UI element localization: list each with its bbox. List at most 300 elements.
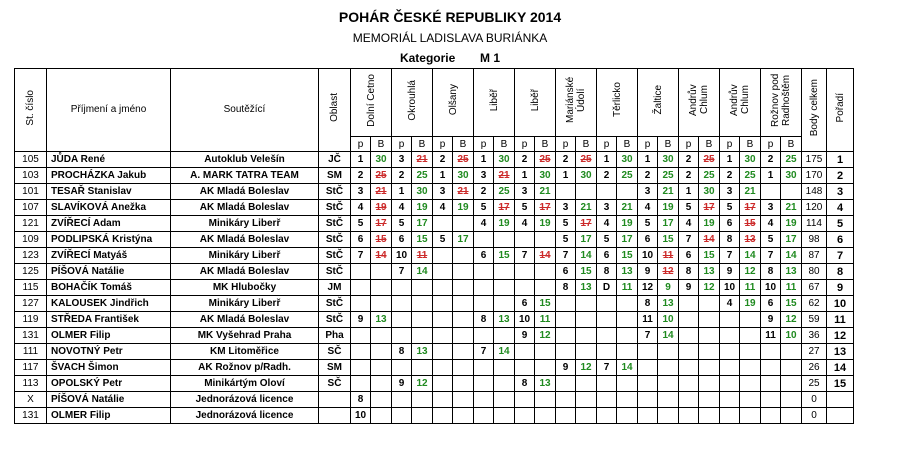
place-cell — [515, 232, 535, 248]
rank: 2 — [827, 168, 854, 184]
start-number: 103 — [15, 168, 47, 184]
place-cell: 9 — [392, 376, 412, 392]
club-name: AK Rožnov p/Radh. — [171, 360, 319, 376]
rank: 8 — [827, 264, 854, 280]
total-points: 62 — [802, 296, 827, 312]
place-cell: 9 — [515, 328, 535, 344]
place-cell: 2 — [433, 152, 453, 168]
area: SM — [319, 168, 351, 184]
points-cell: 11 — [617, 280, 638, 296]
place-cell: 6 — [679, 248, 699, 264]
table-row — [15, 200, 854, 216]
place-cell — [597, 184, 617, 200]
category-value: M 1 — [480, 51, 501, 65]
points-cell — [494, 376, 515, 392]
competitor-name: PÍŠOVÁ Natálie — [47, 392, 171, 408]
place-cell — [433, 376, 453, 392]
place-cell: 7 — [720, 248, 740, 264]
club-name: KM Litoměřice — [171, 344, 319, 360]
points-cell — [740, 312, 761, 328]
points-cell — [617, 328, 638, 344]
points-cell: 17 — [453, 232, 474, 248]
start-number: 131 — [15, 328, 47, 344]
total-points: 148 — [802, 184, 827, 200]
points-cell: 19 — [781, 216, 802, 232]
points-cell: 11 — [535, 312, 556, 328]
points-cell: 13 — [412, 344, 433, 360]
points-cell — [371, 376, 392, 392]
points-cell: 19 — [740, 296, 761, 312]
header-b: B — [453, 137, 474, 152]
competitor-name: ZVÍŘECÍ Adam — [47, 216, 171, 232]
place-cell — [515, 392, 535, 408]
points-cell: 30 — [494, 152, 515, 168]
place-cell: 1 — [720, 152, 740, 168]
rank: 12 — [827, 328, 854, 344]
points-cell — [371, 360, 392, 376]
points-cell-struck: 17 — [535, 200, 556, 216]
header-b: B — [494, 137, 515, 152]
place-cell: 3 — [351, 184, 371, 200]
place-cell — [597, 328, 617, 344]
points-cell — [576, 376, 597, 392]
place-cell: 2 — [761, 152, 781, 168]
points-cell — [494, 296, 515, 312]
race-name: Mariánské Údolí — [565, 76, 587, 124]
total-points: 67 — [802, 280, 827, 296]
place-cell — [433, 408, 453, 424]
place-cell: 3 — [515, 184, 535, 200]
points-cell — [535, 280, 556, 296]
race-name: Okrouhlá — [406, 79, 418, 121]
points-cell — [781, 408, 802, 424]
points-cell: 13 — [617, 264, 638, 280]
place-cell: 7 — [351, 248, 371, 264]
place-cell — [474, 360, 494, 376]
total-points: 59 — [802, 312, 827, 328]
place-cell: 10 — [638, 248, 658, 264]
points-cell-struck: 21 — [371, 184, 392, 200]
points-cell: 30 — [371, 152, 392, 168]
area — [319, 408, 351, 424]
header-rank-label: Pořadí — [834, 92, 846, 123]
place-cell: 3 — [556, 200, 576, 216]
total-points: 27 — [802, 344, 827, 360]
points-cell — [699, 312, 720, 328]
place-cell — [638, 376, 658, 392]
header-race-6 — [556, 69, 597, 137]
place-cell: 3 — [638, 184, 658, 200]
points-cell-struck: 17 — [740, 200, 761, 216]
place-cell: 4 — [720, 296, 740, 312]
place-cell — [474, 232, 494, 248]
points-cell: 30 — [535, 168, 556, 184]
start-number: 111 — [15, 344, 47, 360]
rank: 4 — [827, 200, 854, 216]
points-cell — [494, 360, 515, 376]
place-cell: 8 — [474, 312, 494, 328]
competitor-name: OPOLSKÝ Petr — [47, 376, 171, 392]
place-cell — [392, 360, 412, 376]
points-cell — [699, 360, 720, 376]
place-cell: 6 — [597, 248, 617, 264]
points-cell: 15 — [576, 264, 597, 280]
points-cell — [658, 392, 679, 408]
header-p: p — [474, 137, 494, 152]
area: SČ — [319, 344, 351, 360]
points-cell-struck: 11 — [658, 248, 679, 264]
points-cell-struck: 17 — [494, 200, 515, 216]
place-cell — [474, 392, 494, 408]
place-cell: 2 — [474, 184, 494, 200]
points-cell — [781, 184, 802, 200]
points-cell — [412, 360, 433, 376]
points-cell — [781, 344, 802, 360]
points-cell: 12 — [699, 280, 720, 296]
points-cell: 15 — [699, 248, 720, 264]
points-cell — [781, 376, 802, 392]
place-cell: 2 — [351, 168, 371, 184]
points-cell: 30 — [658, 152, 679, 168]
place-cell: 5 — [474, 200, 494, 216]
club-name: Minikáry Liberř — [171, 296, 319, 312]
points-cell — [576, 344, 597, 360]
place-cell: 10 — [761, 280, 781, 296]
points-cell-struck: 25 — [576, 152, 597, 168]
place-cell — [433, 312, 453, 328]
header-p: p — [392, 137, 412, 152]
points-cell: 25 — [781, 152, 802, 168]
points-cell: 14 — [740, 248, 761, 264]
place-cell — [433, 392, 453, 408]
place-cell — [433, 248, 453, 264]
place-cell — [679, 312, 699, 328]
place-cell: 3 — [720, 184, 740, 200]
points-cell — [535, 232, 556, 248]
competitor-name: PODLIPSKÁ Kristýna — [47, 232, 171, 248]
total-points: 120 — [802, 200, 827, 216]
points-cell: 14 — [781, 248, 802, 264]
header-b: B — [371, 137, 392, 152]
points-cell: 19 — [453, 200, 474, 216]
start-number: 117 — [15, 360, 47, 376]
competitor-name: KALOUSEK Jindřich — [47, 296, 171, 312]
place-cell — [720, 328, 740, 344]
place-cell — [474, 264, 494, 280]
points-cell-struck: 14 — [699, 232, 720, 248]
table-row — [15, 376, 854, 392]
area: JČ — [319, 152, 351, 168]
points-cell — [699, 328, 720, 344]
points-cell: 10 — [658, 312, 679, 328]
place-cell: 9 — [720, 264, 740, 280]
place-cell — [720, 376, 740, 392]
points-cell: 13 — [371, 312, 392, 328]
points-cell — [453, 296, 474, 312]
place-cell — [761, 360, 781, 376]
points-cell — [781, 360, 802, 376]
place-cell: 1 — [638, 152, 658, 168]
points-cell: 12 — [781, 312, 802, 328]
place-cell: 10 — [515, 312, 535, 328]
club-name: Jednorázová licence — [171, 392, 319, 408]
club-name: MK Vyšehrad Praha — [171, 328, 319, 344]
points-cell — [453, 216, 474, 232]
points-cell — [535, 264, 556, 280]
points-cell — [781, 392, 802, 408]
place-cell — [392, 296, 412, 312]
points-cell: 19 — [412, 200, 433, 216]
points-cell-struck: 21 — [412, 152, 433, 168]
rank: 5 — [827, 216, 854, 232]
points-cell: 30 — [781, 168, 802, 184]
header-row — [15, 69, 854, 137]
points-cell — [740, 392, 761, 408]
points-cell — [371, 392, 392, 408]
points-cell — [576, 296, 597, 312]
points-cell — [699, 344, 720, 360]
place-cell — [433, 296, 453, 312]
points-cell-struck: 14 — [371, 248, 392, 264]
place-cell: 11 — [638, 312, 658, 328]
start-number: 121 — [15, 216, 47, 232]
place-cell — [597, 296, 617, 312]
place-cell: 6 — [351, 232, 371, 248]
place-cell — [597, 344, 617, 360]
competitor-name: SLAVÍKOVÁ Anežka — [47, 200, 171, 216]
place-cell — [433, 280, 453, 296]
table-row — [15, 184, 854, 200]
header-race-9 — [679, 69, 720, 137]
points-cell: 12 — [740, 264, 761, 280]
points-cell — [699, 376, 720, 392]
points-cell — [740, 376, 761, 392]
points-cell: 14 — [658, 328, 679, 344]
place-cell: 3 — [761, 200, 781, 216]
area: StČ — [319, 184, 351, 200]
place-cell: 8 — [761, 264, 781, 280]
points-cell-struck: 13 — [740, 232, 761, 248]
start-number: 105 — [15, 152, 47, 168]
place-cell — [515, 408, 535, 424]
place-cell — [761, 392, 781, 408]
header-total-label: Body celkem — [808, 78, 820, 137]
header-name: Příjmení a jméno — [47, 69, 171, 152]
race-name: Andrův Chlum — [688, 84, 710, 116]
total-points: 170 — [802, 168, 827, 184]
place-cell — [351, 264, 371, 280]
points-cell-struck: 25 — [453, 152, 474, 168]
competitor-name: BOHAČÍK Tomáš — [47, 280, 171, 296]
area: SČ — [319, 376, 351, 392]
place-cell: 8 — [597, 264, 617, 280]
header-b: B — [699, 137, 720, 152]
points-cell — [699, 408, 720, 424]
place-cell — [433, 328, 453, 344]
category-label: Kategorie — [399, 51, 456, 65]
rank: 14 — [827, 360, 854, 376]
place-cell — [392, 408, 412, 424]
place-cell — [761, 184, 781, 200]
place-cell: 2 — [638, 168, 658, 184]
place-cell — [392, 392, 412, 408]
points-cell — [412, 408, 433, 424]
place-cell: 4 — [433, 200, 453, 216]
table-row — [15, 392, 854, 408]
points-cell: 12 — [535, 328, 556, 344]
start-number: X — [15, 392, 47, 408]
points-cell: 25 — [699, 168, 720, 184]
category-line — [0, 51, 900, 65]
place-cell — [556, 312, 576, 328]
place-cell — [351, 360, 371, 376]
place-cell — [433, 360, 453, 376]
points-cell: 17 — [412, 216, 433, 232]
place-cell: 7 — [638, 328, 658, 344]
place-cell: 12 — [638, 280, 658, 296]
header-b: B — [576, 137, 597, 152]
place-cell — [351, 296, 371, 312]
place-cell — [515, 280, 535, 296]
place-cell: 7 — [515, 248, 535, 264]
points-cell: 10 — [781, 328, 802, 344]
points-cell — [494, 232, 515, 248]
place-cell: 2 — [679, 152, 699, 168]
place-cell: 2 — [556, 152, 576, 168]
place-cell: 1 — [597, 152, 617, 168]
place-cell: 11 — [761, 328, 781, 344]
table-row — [15, 280, 854, 296]
place-cell — [679, 328, 699, 344]
total-points: 87 — [802, 248, 827, 264]
points-cell — [494, 264, 515, 280]
points-cell — [371, 296, 392, 312]
start-number: 101 — [15, 184, 47, 200]
place-cell — [433, 264, 453, 280]
points-cell: 13 — [535, 376, 556, 392]
table-row — [15, 152, 854, 168]
header-total — [802, 69, 827, 152]
competitor-name: JŮDA René — [47, 152, 171, 168]
points-cell: 21 — [781, 200, 802, 216]
points-cell: 13 — [494, 312, 515, 328]
place-cell — [597, 376, 617, 392]
area: StČ — [319, 232, 351, 248]
points-cell — [371, 344, 392, 360]
competitor-name: OLMER Filip — [47, 408, 171, 424]
points-cell — [740, 408, 761, 424]
total-points: 80 — [802, 264, 827, 280]
competitor-name: TESAŘ Stanislav — [47, 184, 171, 200]
points-cell: 21 — [576, 200, 597, 216]
start-number: 125 — [15, 264, 47, 280]
competitor-name: NOVOTNÝ Petr — [47, 344, 171, 360]
rank: 3 — [827, 184, 854, 200]
points-cell — [453, 376, 474, 392]
place-cell — [761, 408, 781, 424]
place-cell: 4 — [351, 200, 371, 216]
points-cell-struck: 21 — [494, 168, 515, 184]
points-cell — [535, 360, 556, 376]
points-cell: 25 — [412, 168, 433, 184]
place-cell — [392, 328, 412, 344]
header-start-number: St. číslo — [15, 69, 47, 152]
place-cell: 8 — [556, 280, 576, 296]
place-cell: 7 — [597, 360, 617, 376]
place-cell: 4 — [474, 216, 494, 232]
header-b: B — [658, 137, 679, 152]
race-name: Žaltice — [652, 85, 664, 115]
points-cell — [371, 328, 392, 344]
place-cell — [556, 392, 576, 408]
race-name: Rožnov pod Radhoštěm — [770, 73, 792, 127]
points-cell — [576, 408, 597, 424]
place-cell — [515, 360, 535, 376]
place-cell — [720, 312, 740, 328]
place-cell — [556, 296, 576, 312]
points-cell — [453, 312, 474, 328]
start-number: 107 — [15, 200, 47, 216]
place-cell: 7 — [474, 344, 494, 360]
place-cell — [679, 408, 699, 424]
place-cell — [351, 328, 371, 344]
points-cell — [494, 408, 515, 424]
place-cell — [597, 312, 617, 328]
club-name: A. MARK TATRA TEAM — [171, 168, 319, 184]
competitor-name: STŘEDA František — [47, 312, 171, 328]
points-cell: 25 — [658, 168, 679, 184]
points-cell — [658, 360, 679, 376]
points-cell: 21 — [658, 184, 679, 200]
points-cell — [576, 312, 597, 328]
points-cell — [740, 344, 761, 360]
points-cell: 21 — [740, 184, 761, 200]
place-cell: 2 — [515, 152, 535, 168]
points-cell-struck: 25 — [371, 168, 392, 184]
header-b: B — [412, 137, 433, 152]
place-cell: 1 — [515, 168, 535, 184]
area: StČ — [319, 312, 351, 328]
points-cell-struck: 25 — [535, 152, 556, 168]
header-p: p — [556, 137, 576, 152]
place-cell: 6 — [638, 232, 658, 248]
place-cell: 2 — [679, 168, 699, 184]
table-row — [15, 312, 854, 328]
place-cell — [351, 280, 371, 296]
points-cell-struck: 25 — [699, 152, 720, 168]
place-cell: 3 — [392, 152, 412, 168]
points-cell: 15 — [535, 296, 556, 312]
place-cell: 1 — [392, 184, 412, 200]
place-cell: 1 — [679, 184, 699, 200]
header-club: Soutěžící — [171, 69, 319, 152]
place-cell: 6 — [474, 248, 494, 264]
race-name: Olšany — [447, 84, 459, 116]
place-cell: 7 — [392, 264, 412, 280]
place-cell — [679, 344, 699, 360]
points-cell — [535, 408, 556, 424]
points-cell: 21 — [535, 184, 556, 200]
competitor-name: ŠVACH Šimon — [47, 360, 171, 376]
points-cell-struck: 12 — [658, 264, 679, 280]
place-cell: 9 — [351, 312, 371, 328]
place-cell — [351, 376, 371, 392]
total-points: 0 — [802, 392, 827, 408]
header-race-3 — [433, 69, 474, 137]
points-cell — [453, 280, 474, 296]
points-cell: 13 — [781, 264, 802, 280]
points-cell: 19 — [658, 200, 679, 216]
